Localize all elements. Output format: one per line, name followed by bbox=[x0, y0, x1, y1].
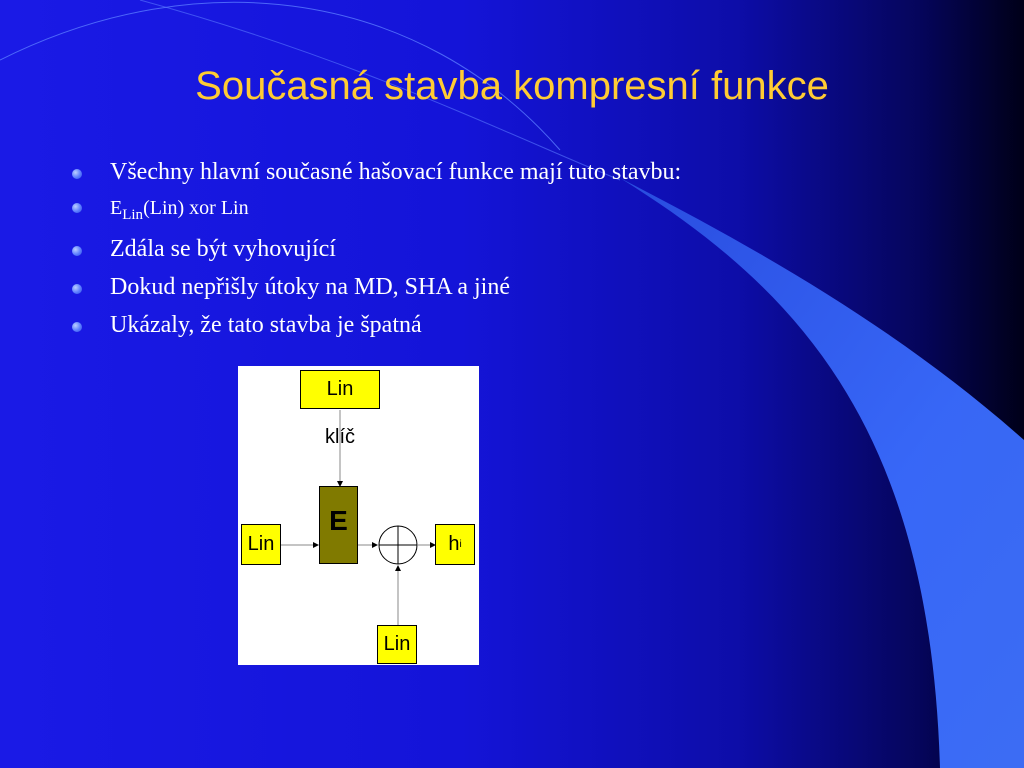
left-input-box: Lin bbox=[241, 524, 281, 565]
bullet-dot-icon bbox=[72, 246, 82, 256]
key-label: klíč bbox=[325, 426, 355, 448]
block-cipher-e: E bbox=[319, 486, 358, 564]
bullet-text: Zdála se být vyhovující bbox=[110, 236, 336, 262]
bullet-item bbox=[72, 194, 681, 229]
compression-diagram bbox=[238, 366, 479, 665]
bullet-dot-icon bbox=[72, 322, 82, 332]
output-label: h bbox=[448, 533, 460, 555]
bullet-subscript: Lin bbox=[122, 207, 144, 223]
top-input-box: Lin bbox=[300, 370, 380, 409]
bullet-item bbox=[72, 273, 681, 301]
bullet-item bbox=[72, 235, 681, 263]
bullet-dot-icon bbox=[72, 203, 82, 213]
bullet-item bbox=[72, 158, 681, 186]
diagram-connectors bbox=[238, 366, 479, 665]
bottom-input-box: Lin bbox=[377, 625, 417, 664]
bullet-suffix: (Lin) xor Lin bbox=[143, 197, 249, 219]
xor-icon bbox=[379, 526, 417, 564]
bullet-text: Ukázaly, že tato stavba je špatná bbox=[110, 312, 422, 338]
bullet-text: Dokud nepřišly útoky na MD, SHA a jiné bbox=[110, 274, 510, 300]
output-box bbox=[435, 524, 475, 565]
slide-title: Současná stavba kompresní funkce bbox=[195, 64, 829, 108]
bullet-list bbox=[72, 158, 681, 339]
bullet-text: Všechny hlavní současné hašovací funkce mají tuto stavbu: bbox=[110, 159, 682, 185]
bullet-dot-icon bbox=[72, 169, 82, 179]
bullet-item bbox=[72, 311, 681, 339]
bullet-prefix: E bbox=[110, 197, 123, 219]
output-subscript: i bbox=[459, 539, 462, 550]
bullet-dot-icon bbox=[72, 284, 82, 294]
